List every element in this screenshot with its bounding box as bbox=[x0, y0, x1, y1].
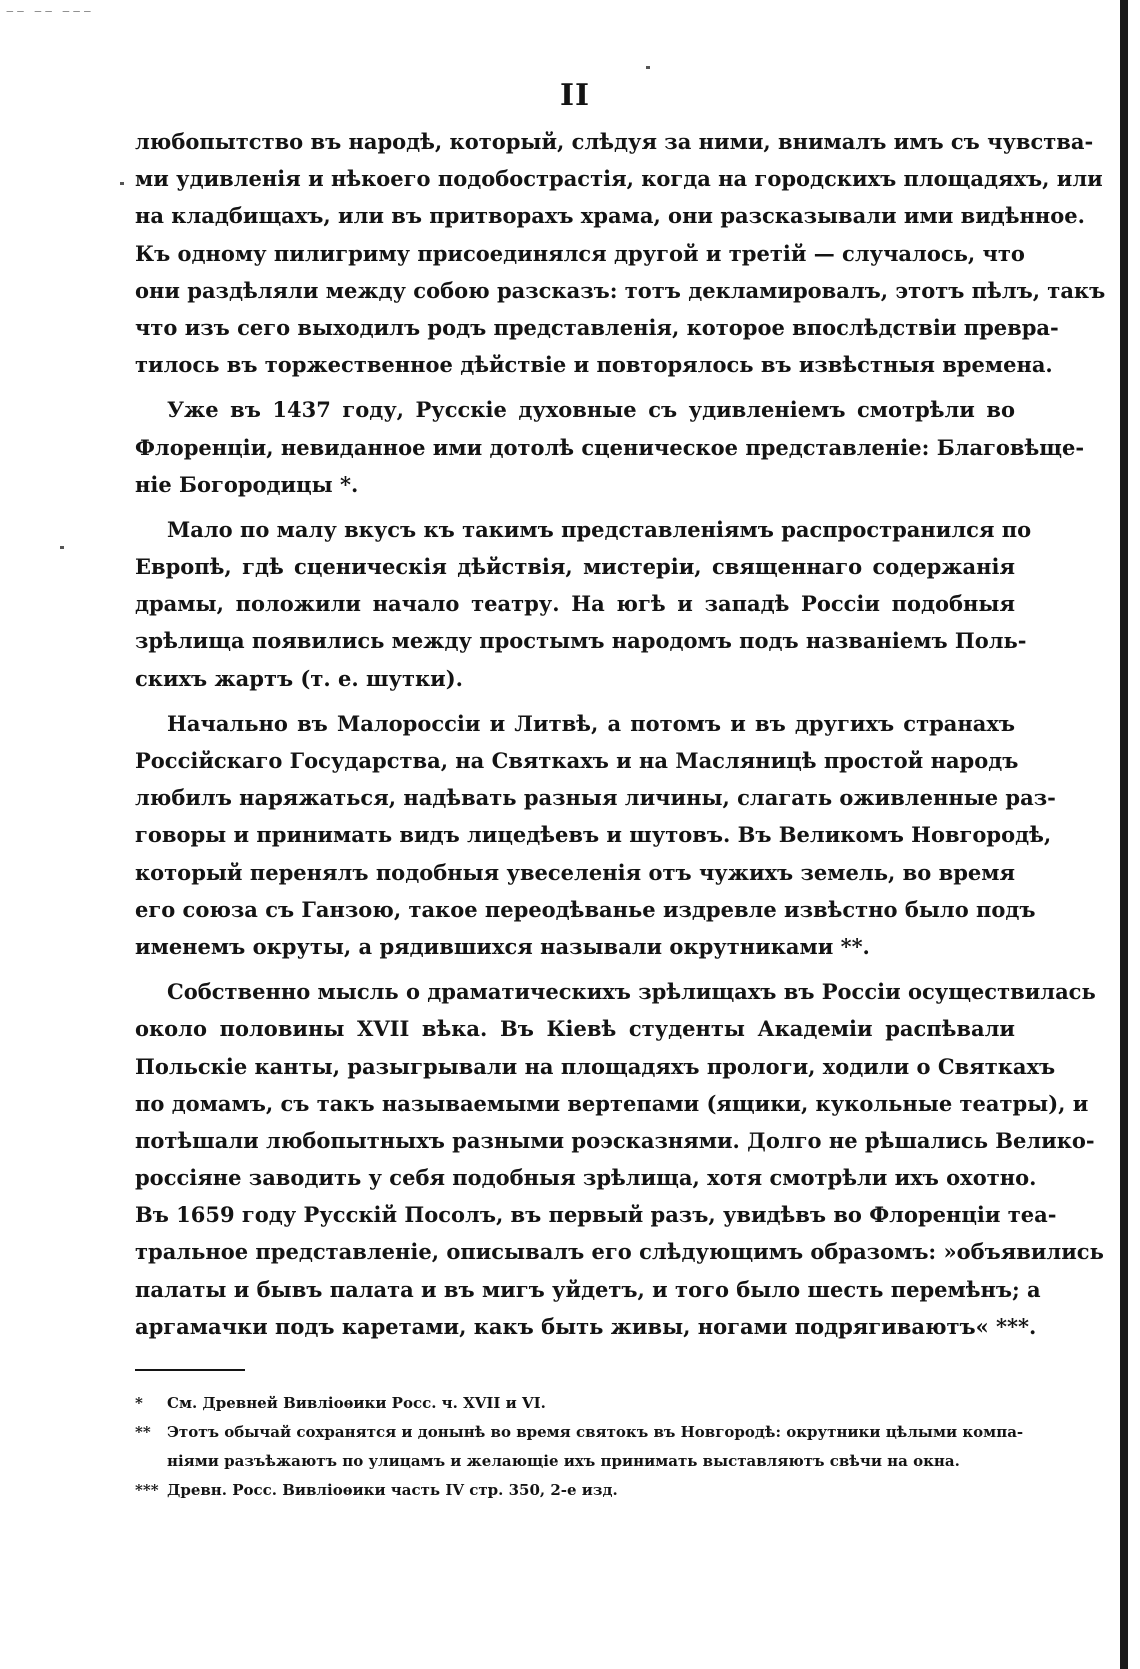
text-line: Въ 1659 году Русскій Посолъ, въ первый разъ, увидѣвъ во Флоренціи теа- bbox=[135, 1202, 1057, 1228]
text-line: Собственно мысль о драматическихъ зрѣлищахъ въ Россіи осуществилась bbox=[167, 979, 1096, 1005]
text-line: именемъ окруты, а рядившихся называли окрутниками **. bbox=[135, 933, 870, 959]
footnote bbox=[135, 1476, 1015, 1505]
text-line: аргамачки подъ каретами, какъ быть живы, ногами подрягиваютъ« ***. bbox=[135, 1313, 1037, 1339]
footnotes bbox=[135, 1389, 1024, 1505]
text-line: драмы, положили начало театру. На югѣ и западѣ Россіи подобныя bbox=[135, 591, 1015, 617]
text-line: зрѣлища появились между простымъ народомъ подъ названіемъ Поль- bbox=[135, 628, 1027, 654]
paragraph bbox=[135, 511, 1032, 697]
text-line: россіяне заводить у себя подобныя зрѣлища, хотя смотрѣли ихъ охотно. bbox=[135, 1165, 1037, 1191]
paragraph bbox=[135, 123, 1106, 383]
scan-artifact-dashes: ‒‒ ‒‒ ‒‒‒ bbox=[6, 4, 95, 18]
body-text bbox=[135, 123, 1106, 1345]
scan-speck bbox=[120, 182, 124, 185]
footnote bbox=[135, 1389, 1015, 1418]
text-line: Къ одному пилигриму присоединялся другой и третій — случалось, что bbox=[135, 240, 1025, 266]
text-line: Европѣ, гдѣ сценическія дѣйствія, мистеріи, священнаго содержанія bbox=[135, 554, 1015, 580]
text-line: Польскіе канты, разыгрывали на площадяхъ прологи, ходили о Святкахъ bbox=[135, 1053, 1056, 1079]
text-line: любилъ наряжаться, надѣвать разныя личины, слагать оживленные раз- bbox=[135, 785, 1056, 811]
text-line: Начально въ Малороссіи и Литвѣ, а потомъ и въ другихъ странахъ bbox=[167, 710, 1015, 736]
footnote-mark: * bbox=[135, 1394, 143, 1412]
footnote-separator bbox=[135, 1369, 245, 1371]
text-line: на кладбищахъ, или въ притворахъ храма, они разсказывали ими видѣнное. bbox=[135, 203, 1085, 229]
text-line: Мало по малу вкусъ къ такимъ представленіямъ распространился по bbox=[167, 516, 1032, 542]
text-line: его союза съ Ганзою, такое переодѣванье издревле извѣстно было подъ bbox=[135, 896, 1036, 922]
page-number: II bbox=[559, 78, 591, 113]
scan-speck bbox=[60, 546, 64, 549]
text-line: они раздѣляли между собою разсказъ: тотъ декламировалъ, этотъ пѣлъ, такъ bbox=[135, 277, 1106, 303]
text-line: Уже въ 1437 году, Русскіе духовные съ удивленіемъ смотрѣли во bbox=[167, 397, 1015, 423]
text-line: что изъ сего выходилъ родъ представленія, которое впослѣдствіи превра- bbox=[135, 314, 1059, 340]
text-line: который перенялъ подобныя увеселенія отъ чужихъ земель, во время bbox=[135, 859, 1015, 885]
scan-speck bbox=[646, 66, 650, 69]
text-line: палаты и бывъ палата и въ мигъ уйдетъ, и того было шесть перемѣнъ; а bbox=[135, 1276, 1041, 1302]
text-line: потѣшали любопытныхъ разными роэсказнями. Долго не рѣшались Велико- bbox=[135, 1127, 1095, 1153]
document-page bbox=[135, 78, 1106, 1505]
footnote-text: Этотъ обычай сохранятся и донынѣ во время святокъ въ Новгородѣ: окрутники цѣлыми компа- bbox=[167, 1423, 1024, 1441]
paragraph bbox=[135, 705, 1056, 965]
text-line: Флоренціи, невиданное ими дотолѣ сценическое представленіе: Благовѣще- bbox=[135, 434, 1085, 460]
text-line: скихъ жартъ (т. е. шутки). bbox=[135, 665, 463, 691]
scan-page-edge bbox=[1120, 0, 1128, 1669]
footnote bbox=[135, 1418, 1024, 1447]
text-line: по домамъ, съ такъ называемыми вертепами (ящики, кукольные театры), и bbox=[135, 1090, 1089, 1116]
footnote-text: ніями разъѣжаютъ по улицамъ и желающіе ихъ принимать выставляютъ свѣчи на окна. bbox=[167, 1452, 960, 1470]
text-line: любопытство въ народѣ, который, слѣдуя за ними, внималъ имъ съ чувства- bbox=[135, 129, 1094, 154]
footnote-mark: *** bbox=[135, 1481, 159, 1499]
paragraph bbox=[135, 391, 1085, 503]
footnote-text: См. Древней Вивліоѳики Росс. ч. XVII и VI. bbox=[167, 1394, 546, 1412]
text-line: тилось въ торжественное дѣйствіе и повторялось въ извѣстныя времена. bbox=[135, 352, 1053, 378]
text-line: говоры и принимать видъ лицедѣевъ и шутовъ. Въ Великомъ Новгородѣ, bbox=[135, 822, 1052, 848]
paragraph bbox=[135, 973, 1104, 1345]
footnote-mark: ** bbox=[135, 1423, 151, 1441]
text-line: ніе Богородицы *. bbox=[135, 471, 359, 497]
text-line: Россійскаго Государства, на Святкахъ и на Масляницѣ простой народъ bbox=[135, 748, 1019, 773]
footnote-continuation bbox=[135, 1447, 1015, 1476]
text-line: тральное представленіе, описывалъ его слѣдующимъ образомъ: »объявились bbox=[135, 1239, 1104, 1265]
footnote-text: Древн. Росс. Вивліоѳики часть IV стр. 350, 2-е изд. bbox=[167, 1481, 618, 1499]
text-line: ми удивленія и нѣкоего подобострастія, когда на городскихъ площадяхъ, или bbox=[135, 166, 1103, 192]
text-line: около половины XVII вѣка. Въ Кіевѣ студенты Академіи распѣвали bbox=[135, 1016, 1015, 1042]
